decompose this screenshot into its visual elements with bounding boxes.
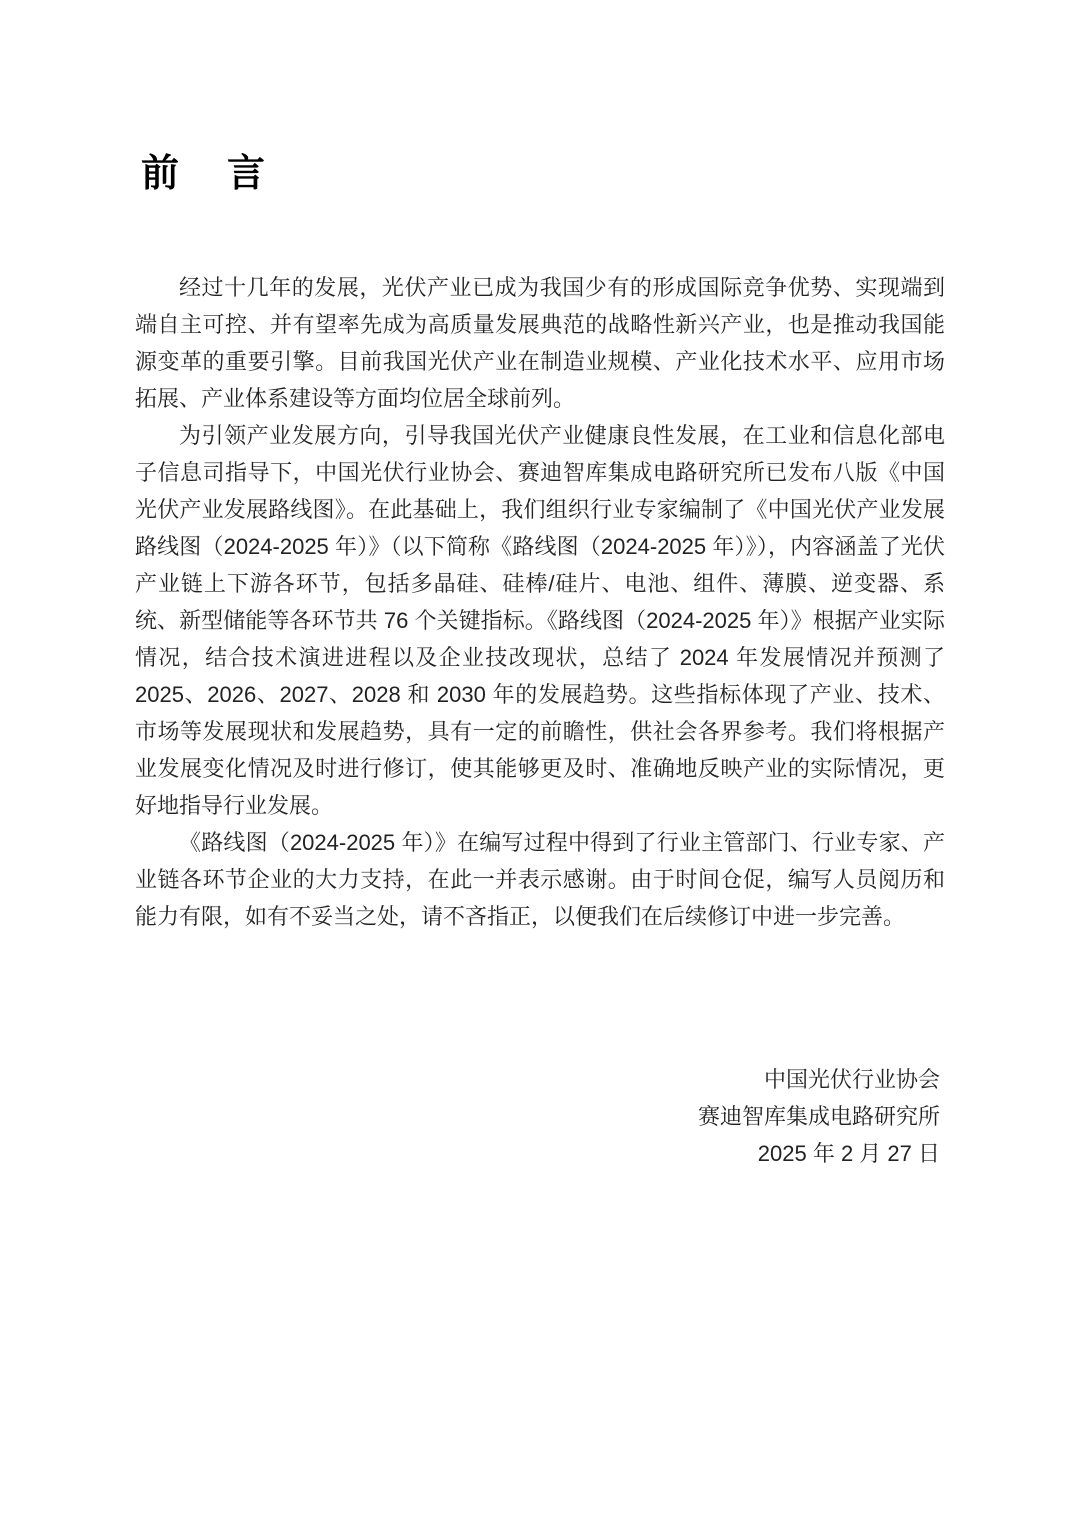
paragraph-3: 《路线图（2024-2025 年）》在编写过程中得到了行业主管部门、行业专家、产业链各环节企业的大力支持，在此一并表示感谢。由于时间仓促，编写人员阅历和能力有限，如有不妥当之处，请不吝指正，以便我们在后续修订中进一步完善。 [135,830,945,929]
signature-org-1: 中国光伏行业协会 [763,1067,940,1092]
paragraph-1: 经过十几年的发展，光伏产业已成为我国少有的形成国际竞争优势、实现端到端自主可控、并有望率先成为高质量发展典范的战略性新兴产业，也是推动我国能源变革的重要引擎。目前我国光伏产业在制造业规模、产业化技术水平、应用市场拓展、产业体系建设等方面均位居全球前列。 [135,275,945,411]
signature-block [698,1061,940,1172]
paragraph-2: 为引领产业发展方向，引导我国光伏产业健康良性发展，在工业和信息化部电子信息司指导下，中国光伏行业协会、赛迪智库集成电路研究所已发布八版《中国光伏产业发展路线图》。在此基础上，我们组织行业专家编制了《中国光伏产业发展路线图（2024-2025 年）》（以下简称《路线图（2024-2025 年）》），内容涵盖了光伏产业链上下游各环节，包括多晶硅、硅棒/硅片、电池、组件、薄膜、逆变器、系统、新型储能等各环节共 76 个关键指标。《路线图（2024-2025 年）》根据产业实际情况，结合技术演进进程以及企业技改现状，总结了 2024 年发展情况并预测了 2025、2026、2027、2028 和 2030 年的发展趋势。这些指标体现了产业、技术、市场等发展现状和发展趋势，具有一定的前瞻性，供社会各界参考。我们将根据产业发展变化情况及时进行修订，使其能够更及时、准确地反映产业的实际情况，更好地指导行业发展。 [135,423,945,818]
preface-body [135,269,945,935]
signature-org-2: 赛迪智库集成电路研究所 [697,1104,940,1129]
signature-date: 2025 年 2 月 27 日 [757,1141,940,1166]
page-title: 前 言 [141,153,271,195]
